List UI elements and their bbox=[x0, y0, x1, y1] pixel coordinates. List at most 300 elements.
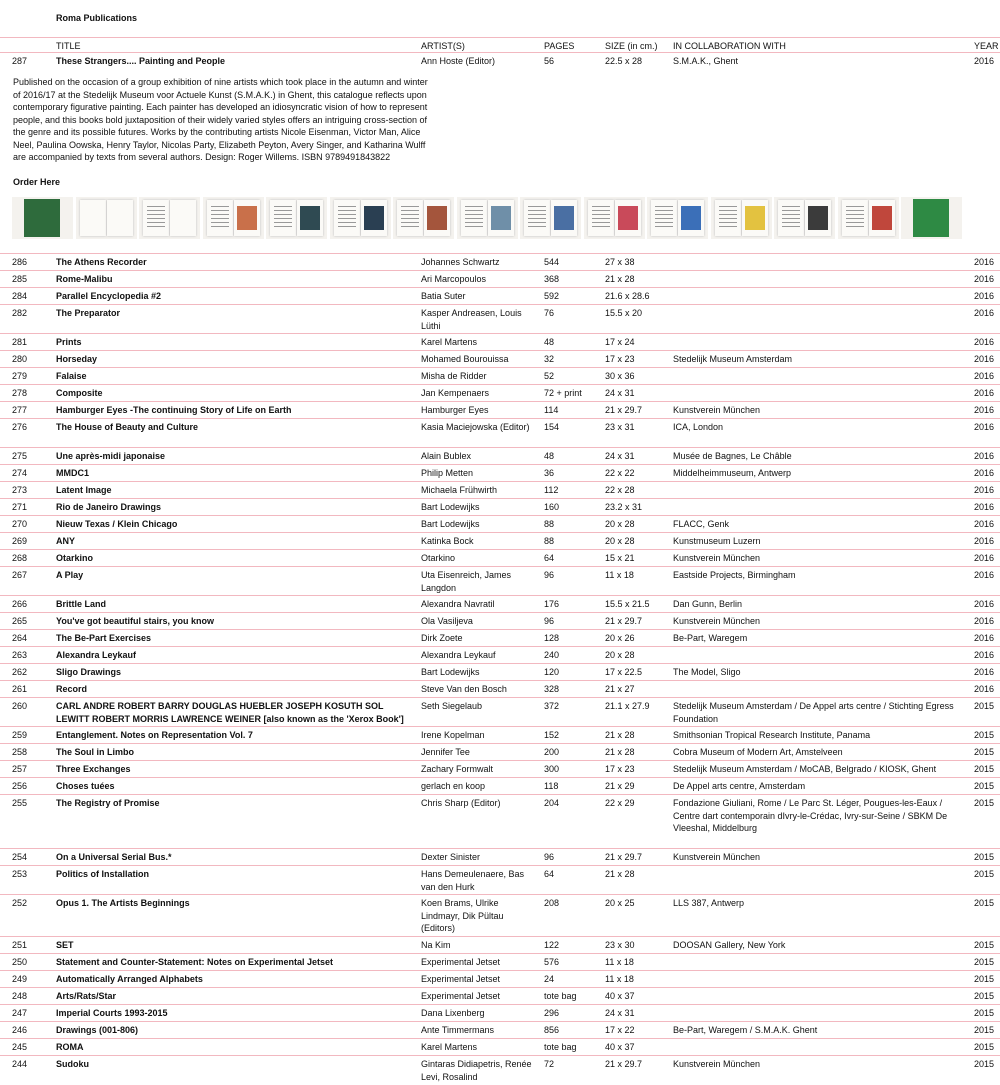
row-year: 2015 bbox=[974, 1059, 995, 1069]
row-collab: Kunstverein München bbox=[673, 616, 761, 626]
featured-artist: Ann Hoste (Editor) bbox=[421, 56, 496, 66]
row-year: 2016 bbox=[974, 502, 995, 512]
table-row bbox=[0, 367, 1000, 385]
featured-collab: S.M.A.K., Ghent bbox=[673, 56, 739, 66]
row-year: 2015 bbox=[974, 1025, 995, 1035]
row-size: 24 x 31 bbox=[605, 388, 635, 398]
row-number: 273 bbox=[12, 485, 28, 495]
thumbnail-image[interactable] bbox=[330, 197, 391, 239]
table-row bbox=[0, 401, 1000, 419]
table-row bbox=[0, 848, 1000, 866]
row-number: 248 bbox=[12, 991, 28, 1001]
row-year: 2015 bbox=[974, 1042, 995, 1052]
table-row bbox=[0, 794, 1000, 849]
row-title[interactable]: The Preparator bbox=[56, 308, 121, 318]
row-title[interactable]: Record bbox=[56, 684, 88, 694]
thumbnail-image[interactable] bbox=[12, 197, 73, 239]
row-pages: 36 bbox=[544, 468, 555, 478]
thumbnail-image[interactable] bbox=[901, 197, 962, 239]
row-year: 2016 bbox=[974, 257, 995, 267]
table-row bbox=[0, 481, 1000, 499]
row-title[interactable]: Sudoku bbox=[56, 1059, 89, 1069]
row-collab: Kunstverein München bbox=[673, 852, 761, 862]
row-collab: FLACC, Genk bbox=[673, 519, 730, 529]
row-title[interactable]: Falaise bbox=[56, 371, 87, 381]
row-size: 22 x 29 bbox=[605, 798, 635, 808]
table-row bbox=[0, 987, 1000, 1005]
table-row bbox=[0, 253, 1000, 271]
row-title[interactable]: Latent Image bbox=[56, 485, 112, 495]
thumbnail-image[interactable] bbox=[139, 197, 200, 239]
row-collab: LLS 387, Antwerp bbox=[673, 898, 745, 908]
order-here-link[interactable]: Order Here bbox=[13, 177, 61, 187]
row-number: 286 bbox=[12, 257, 28, 267]
row-number: 270 bbox=[12, 519, 28, 529]
row-title[interactable]: Nieuw Texas / Klein Chicago bbox=[56, 519, 178, 529]
row-pages: 88 bbox=[544, 519, 555, 529]
featured-number: 287 bbox=[12, 56, 28, 66]
row-year: 2016 bbox=[974, 553, 995, 563]
row-size: 20 x 28 bbox=[605, 650, 635, 660]
row-pages: 118 bbox=[544, 781, 559, 791]
row-year: 2016 bbox=[974, 519, 995, 529]
row-number: 246 bbox=[12, 1025, 28, 1035]
table-row bbox=[0, 726, 1000, 744]
row-year: 2016 bbox=[974, 650, 995, 660]
row-number: 267 bbox=[12, 570, 28, 580]
row-title[interactable]: Drawings (001-806) bbox=[56, 1025, 139, 1035]
row-size: 17 x 22 bbox=[605, 1025, 635, 1035]
row-title[interactable]: The Be-Part Exercises bbox=[56, 633, 152, 643]
row-pages: 544 bbox=[544, 257, 560, 267]
row-title[interactable]: You've got beautiful stairs, you know bbox=[56, 616, 214, 626]
row-artist: Experimental Jetset bbox=[421, 991, 501, 1001]
featured-year: 2016 bbox=[974, 56, 995, 66]
row-size: 17 x 23 bbox=[605, 764, 635, 774]
row-pages: 128 bbox=[544, 633, 560, 643]
row-pages: 88 bbox=[544, 536, 555, 546]
row-number: 277 bbox=[12, 405, 28, 415]
row-title[interactable]: Statement and Counter-Statement: Notes on Experimental Jetset bbox=[56, 957, 334, 967]
row-title[interactable]: Rio de Janeiro Drawings bbox=[56, 502, 162, 512]
row-number: 274 bbox=[12, 468, 28, 478]
row-pages: 112 bbox=[544, 485, 559, 495]
row-number: 281 bbox=[12, 337, 28, 347]
row-size: 20 x 28 bbox=[605, 536, 635, 546]
thumbnail-image[interactable] bbox=[647, 197, 708, 239]
row-number: 261 bbox=[12, 684, 28, 694]
row-number: 264 bbox=[12, 633, 28, 643]
row-pages: 240 bbox=[544, 650, 560, 660]
thumbnail-image[interactable] bbox=[774, 197, 835, 239]
table-row bbox=[0, 894, 1000, 937]
row-pages: 200 bbox=[544, 747, 560, 757]
table-row bbox=[0, 1004, 1000, 1022]
site-title[interactable]: Roma Publications bbox=[56, 13, 138, 23]
table-row bbox=[0, 595, 1000, 613]
row-title[interactable]: Sligo Drawings bbox=[56, 667, 122, 677]
row-size: 21.1 x 27.9 bbox=[605, 701, 650, 711]
header-size: SIZE (in cm.) bbox=[605, 41, 658, 51]
featured-size: 22.5 x 28 bbox=[605, 56, 643, 66]
table-row bbox=[0, 970, 1000, 988]
table-row bbox=[0, 953, 1000, 971]
row-year: 2016 bbox=[974, 291, 995, 301]
row-title[interactable]: Automatically Arranged Alphabets bbox=[56, 974, 203, 984]
row-title[interactable]: Brittle Land bbox=[56, 599, 107, 609]
row-artist: Alexandra Leykauf bbox=[421, 650, 496, 660]
table-row bbox=[0, 498, 1000, 516]
row-pages: 32 bbox=[544, 354, 555, 364]
thumbnail-image[interactable] bbox=[76, 197, 137, 239]
row-number: 253 bbox=[12, 869, 28, 879]
row-title[interactable]: Three Exchanges bbox=[56, 764, 131, 774]
row-size: 21 x 29 bbox=[605, 781, 635, 791]
row-size: 22 x 22 bbox=[605, 468, 635, 478]
row-artist: Misha de Ridder bbox=[421, 371, 487, 381]
row-collab: Eastside Projects, Birmingham bbox=[673, 570, 796, 580]
row-size: 21 x 29.7 bbox=[605, 1059, 643, 1069]
row-artist: Dexter Sinister bbox=[421, 852, 481, 862]
row-number: 258 bbox=[12, 747, 28, 757]
row-artist: Dirk Zoete bbox=[421, 633, 463, 643]
table-row bbox=[0, 865, 1000, 895]
row-artist: Karel Martens bbox=[421, 337, 478, 347]
row-year: 2015 bbox=[974, 991, 995, 1001]
row-year: 2016 bbox=[974, 536, 995, 546]
thumbnail-image[interactable] bbox=[584, 197, 645, 239]
row-year: 2015 bbox=[974, 898, 995, 908]
row-year: 2016 bbox=[974, 485, 995, 495]
row-size: 23 x 31 bbox=[605, 422, 635, 432]
row-collab: Smithsonian Tropical Research Institute, Panama bbox=[673, 730, 871, 740]
row-size: 20 x 25 bbox=[605, 898, 635, 908]
row-size: 17 x 23 bbox=[605, 354, 635, 364]
row-title[interactable]: Otarkino bbox=[56, 553, 94, 563]
row-number: 280 bbox=[12, 354, 28, 364]
row-pages: tote bag bbox=[544, 991, 577, 1001]
row-number: 259 bbox=[12, 730, 28, 740]
row-pages: 64 bbox=[544, 553, 555, 563]
row-title[interactable]: ANY bbox=[56, 536, 76, 546]
row-artist: Philip Metten bbox=[421, 468, 474, 478]
row-collab: Be-Part, Waregem / S.M.A.K. Ghent bbox=[673, 1025, 818, 1035]
row-title[interactable]: A Play bbox=[56, 570, 84, 580]
row-size: 40 x 37 bbox=[605, 991, 635, 1001]
row-year: 2015 bbox=[974, 1008, 995, 1018]
row-pages: 48 bbox=[544, 337, 555, 347]
row-artist: Alain Bublex bbox=[421, 451, 472, 461]
row-number: 269 bbox=[12, 536, 28, 546]
table-row bbox=[0, 304, 1000, 334]
table-row bbox=[0, 333, 1000, 351]
row-number: 252 bbox=[12, 898, 28, 908]
row-pages: 328 bbox=[544, 684, 560, 694]
row-year: 2016 bbox=[974, 451, 995, 461]
row-year: 2015 bbox=[974, 974, 995, 984]
table-row bbox=[0, 464, 1000, 482]
row-artist: Katinka Bock bbox=[421, 536, 474, 546]
row-artist: Dana Lixenberg bbox=[421, 1008, 485, 1018]
row-year: 2015 bbox=[974, 957, 995, 967]
row-collab: De Appel arts centre, Amsterdam bbox=[673, 781, 806, 791]
table-row bbox=[0, 680, 1000, 698]
row-number: 245 bbox=[12, 1042, 28, 1052]
row-size: 27 x 38 bbox=[605, 257, 635, 267]
row-artist: Michaela Frühwirth bbox=[421, 485, 498, 495]
row-number: 250 bbox=[12, 957, 28, 967]
row-size: 21 x 29.7 bbox=[605, 405, 643, 415]
row-collab: Kunstverein München bbox=[673, 553, 761, 563]
row-year: 2016 bbox=[974, 274, 995, 284]
row-artist: Bart Lodewijks bbox=[421, 502, 480, 512]
row-title[interactable]: Choses tuées bbox=[56, 781, 115, 791]
row-title[interactable]: Composite bbox=[56, 388, 103, 398]
row-pages: 576 bbox=[544, 957, 560, 967]
row-collab: Stedelijk Museum Amsterdam bbox=[673, 354, 793, 364]
row-year: 2016 bbox=[974, 354, 995, 364]
row-title[interactable]: Rome-Malibu bbox=[56, 274, 113, 284]
row-artist: Steve Van den Bosch bbox=[421, 684, 507, 694]
row-artist: Hans Demeulenaere, Bas van den Hurk bbox=[421, 869, 525, 892]
row-number: 268 bbox=[12, 553, 28, 563]
row-size: 17 x 24 bbox=[605, 337, 635, 347]
row-size: 21 x 28 bbox=[605, 747, 635, 757]
table-row bbox=[0, 447, 1000, 465]
thumbnail-image[interactable] bbox=[266, 197, 327, 239]
row-title[interactable]: Prints bbox=[56, 337, 82, 347]
row-number: 284 bbox=[12, 291, 28, 301]
row-artist: Zachary Formwalt bbox=[421, 764, 494, 774]
row-year: 2016 bbox=[974, 308, 995, 318]
table-row bbox=[0, 612, 1000, 630]
row-title[interactable]: Parallel Encyclopedia #2 bbox=[56, 291, 162, 301]
featured-description: Published on the occasion of a group exhibition of nine artists which took place in the autumn and winter of 2016/17 at the Stedelijk Museum voor Actuele Kunst (S.M.A.K.) in Ghent, this catalogue reflects upon contemporary figurative painting. Each painter has developed an idiosyncratic vision of how to represent people, and this books bold juxtaposition of their widely varied styles offers an intriguing cross-section of the genre and its possible futures. Works by the contributing artists Nicole Eisenman, Victor Man, Alice Neel, Paulina Oowska, Henry Taylor, Nicolas Party, Elizabeth Peyton, Avery Singer, and Katharina Wulff are accompanied by texts from several authors. Design: Roger Willems. ISBN 9789491843822 bbox=[13, 77, 428, 162]
row-year: 2015 bbox=[974, 940, 995, 950]
row-number: 247 bbox=[12, 1008, 28, 1018]
row-collab: Stedelijk Museum Amsterdam / MoCAB, Belgrado / KIOSK, Ghent bbox=[673, 764, 937, 774]
row-title[interactable]: Politics of Installation bbox=[56, 869, 150, 879]
table-row bbox=[0, 697, 1000, 727]
row-year: 2015 bbox=[974, 852, 995, 862]
row-year: 2016 bbox=[974, 684, 995, 694]
row-pages: 208 bbox=[544, 898, 560, 908]
row-number: 282 bbox=[12, 308, 28, 318]
row-title[interactable]: Imperial Courts 1993-2015 bbox=[56, 1008, 168, 1018]
row-artist: Kasia Maciejowska (Editor) bbox=[421, 422, 530, 432]
row-pages: 154 bbox=[544, 422, 560, 432]
row-title[interactable]: Une après-midi japonaise bbox=[56, 451, 166, 461]
row-size: 11 x 18 bbox=[605, 957, 634, 967]
row-size: 11 x 18 bbox=[605, 570, 634, 580]
row-size: 21 x 28 bbox=[605, 869, 635, 879]
row-number: 257 bbox=[12, 764, 28, 774]
header-collab: IN COLLABORATION WITH bbox=[673, 41, 786, 51]
thumbnail-image[interactable] bbox=[520, 197, 581, 239]
row-artist: Jan Kempenaers bbox=[421, 388, 490, 398]
row-pages: tote bag bbox=[544, 1042, 577, 1052]
row-number: 260 bbox=[12, 701, 28, 711]
row-size: 17 x 22.5 bbox=[605, 667, 643, 677]
row-artist: Karel Martens bbox=[421, 1042, 478, 1052]
row-pages: 64 bbox=[544, 869, 555, 879]
table-row bbox=[0, 1038, 1000, 1056]
row-pages: 120 bbox=[544, 667, 560, 677]
row-pages: 114 bbox=[544, 405, 559, 415]
row-size: 40 x 37 bbox=[605, 1042, 635, 1052]
table-row bbox=[0, 1055, 1000, 1085]
row-collab: Kunstmuseum Luzern bbox=[673, 536, 761, 546]
row-size: 22 x 28 bbox=[605, 485, 635, 495]
thumbnail-image[interactable] bbox=[393, 197, 454, 239]
row-artist: Experimental Jetset bbox=[421, 957, 501, 967]
header-title: TITLE bbox=[56, 41, 81, 51]
row-artist: Uta Eisenreich, James Langdon bbox=[421, 570, 512, 593]
row-artist: Chris Sharp (Editor) bbox=[421, 798, 501, 808]
row-artist: Irene Kopelman bbox=[421, 730, 485, 740]
row-pages: 152 bbox=[544, 730, 560, 740]
row-artist: Seth Siegelaub bbox=[421, 701, 483, 711]
row-size: 23 x 30 bbox=[605, 940, 635, 950]
row-title[interactable]: The House of Beauty and Culture bbox=[56, 422, 199, 432]
row-pages: 52 bbox=[544, 371, 555, 381]
featured-pages: 56 bbox=[544, 56, 555, 66]
row-artist: Johannes Schwartz bbox=[421, 257, 500, 267]
row-number: 275 bbox=[12, 451, 28, 461]
row-number: 271 bbox=[12, 502, 28, 512]
row-artist: Jennifer Tee bbox=[421, 747, 470, 757]
row-pages: 372 bbox=[544, 701, 560, 711]
row-title[interactable]: MMDC1 bbox=[56, 468, 89, 478]
row-year: 2015 bbox=[974, 730, 995, 740]
row-artist: Ari Marcopoulos bbox=[421, 274, 487, 284]
row-number: 256 bbox=[12, 781, 28, 791]
row-pages: 76 bbox=[544, 308, 555, 318]
table-row bbox=[0, 515, 1000, 533]
row-year: 2016 bbox=[974, 337, 995, 347]
row-size: 20 x 26 bbox=[605, 633, 635, 643]
row-title[interactable]: Entanglement. Notes on Representation Vol. 7 bbox=[56, 730, 253, 740]
row-year: 2015 bbox=[974, 869, 995, 879]
table-row bbox=[0, 743, 1000, 761]
header-artist: ARTIST(S) bbox=[421, 41, 465, 51]
row-year: 2016 bbox=[974, 371, 995, 381]
row-collab: Dan Gunn, Berlin bbox=[673, 599, 743, 609]
row-size: 21 x 29.7 bbox=[605, 852, 643, 862]
row-artist: Ante Timmermans bbox=[421, 1025, 495, 1035]
table-row bbox=[0, 532, 1000, 550]
row-artist: Batia Suter bbox=[421, 291, 466, 301]
row-collab: Middelheimmuseum, Antwerp bbox=[673, 468, 792, 478]
row-year: 2016 bbox=[974, 422, 995, 432]
row-pages: 368 bbox=[544, 274, 560, 284]
row-year: 2016 bbox=[974, 405, 995, 415]
row-year: 2016 bbox=[974, 388, 995, 398]
row-title[interactable]: The Soul in Limbo bbox=[56, 747, 134, 757]
row-pages: 48 bbox=[544, 451, 555, 461]
row-pages: 96 bbox=[544, 852, 555, 862]
row-title[interactable]: Alexandra Leykauf bbox=[56, 650, 137, 660]
row-collab: The Model, Sligo bbox=[673, 667, 741, 677]
table-row bbox=[0, 663, 1000, 681]
row-year: 2016 bbox=[974, 667, 995, 677]
row-size: 21.6 x 28.6 bbox=[605, 291, 650, 301]
row-title[interactable]: Arts/Rats/Star bbox=[56, 991, 117, 1001]
row-pages: 96 bbox=[544, 570, 555, 580]
row-pages: 300 bbox=[544, 764, 560, 774]
row-size: 15.5 x 21.5 bbox=[605, 599, 650, 609]
row-number: 266 bbox=[12, 599, 28, 609]
row-pages: 856 bbox=[544, 1025, 560, 1035]
row-pages: 96 bbox=[544, 616, 555, 626]
row-number: 265 bbox=[12, 616, 28, 626]
row-artist: Mohamed Bourouissa bbox=[421, 354, 509, 364]
table-row bbox=[0, 566, 1000, 596]
thumbnail-image[interactable] bbox=[203, 197, 264, 239]
row-collab: Cobra Museum of Modern Art, Amstelveen bbox=[673, 747, 843, 757]
row-pages: 176 bbox=[544, 599, 560, 609]
row-artist: Alexandra Navratil bbox=[421, 599, 495, 609]
row-title[interactable]: The Registry of Promise bbox=[56, 798, 160, 808]
row-artist: Kasper Andreasen, Louis Lüthi bbox=[421, 308, 522, 331]
row-year: 2016 bbox=[974, 468, 995, 478]
row-pages: 72 + print bbox=[544, 388, 582, 398]
row-title[interactable]: ROMA bbox=[56, 1042, 84, 1052]
row-collab: Musée de Bagnes, Le Châble bbox=[673, 451, 792, 461]
thumbnail-image[interactable] bbox=[457, 197, 518, 239]
row-pages: 72 bbox=[544, 1059, 555, 1069]
row-number: 278 bbox=[12, 388, 28, 398]
row-title[interactable]: Opus 1. The Artists Beginnings bbox=[56, 898, 190, 908]
row-year: 2015 bbox=[974, 701, 995, 711]
row-pages: 296 bbox=[544, 1008, 560, 1018]
row-collab: Kunstverein München bbox=[673, 405, 761, 415]
row-artist: Gintaras Didiapetris, Renée Levi, Rosalind bbox=[421, 1059, 532, 1082]
featured-title[interactable]: These Strangers.... Painting and People bbox=[56, 56, 226, 66]
table-row bbox=[0, 629, 1000, 647]
row-number: 249 bbox=[12, 974, 28, 984]
table-row bbox=[0, 270, 1000, 288]
row-year: 2015 bbox=[974, 747, 995, 757]
row-artist: Bart Lodewijks bbox=[421, 667, 480, 677]
table-row bbox=[0, 936, 1000, 954]
row-number: 279 bbox=[12, 371, 28, 381]
row-size: 21 x 28 bbox=[605, 274, 635, 284]
row-number: 262 bbox=[12, 667, 28, 677]
row-title[interactable]: CARL ANDRE ROBERT BARRY DOUGLAS HUEBLER JOSEPH KOSUTH SOL LEWITT ROBERT MORRIS LAWRENCE WEINER [also known as the 'Xerox Book'] bbox=[56, 701, 404, 724]
row-title[interactable]: SET bbox=[56, 940, 74, 950]
row-size: 21 x 29.7 bbox=[605, 616, 643, 626]
row-collab: Stedelijk Museum Amsterdam / De Appel arts centre / Stichting Egress Foundation bbox=[673, 701, 954, 724]
row-year: 2015 bbox=[974, 764, 995, 774]
row-pages: 204 bbox=[544, 798, 560, 808]
table-row bbox=[0, 760, 1000, 778]
table-row bbox=[0, 418, 1000, 448]
thumbnail-image[interactable] bbox=[838, 197, 899, 239]
row-number: 255 bbox=[12, 798, 28, 808]
row-title[interactable]: The Athens Recorder bbox=[56, 257, 147, 267]
row-title[interactable]: Horseday bbox=[56, 354, 98, 364]
thumbnail-image[interactable] bbox=[711, 197, 772, 239]
row-pages: 24 bbox=[544, 974, 555, 984]
row-title[interactable]: Hamburger Eyes -The continuing Story of Life on Earth bbox=[56, 405, 292, 415]
row-artist: Otarkino bbox=[421, 553, 456, 563]
header-pages: PAGES bbox=[544, 41, 575, 51]
row-year: 2016 bbox=[974, 616, 995, 626]
row-title[interactable]: On a Universal Serial Bus.* bbox=[56, 852, 172, 862]
row-year: 2015 bbox=[974, 798, 995, 808]
row-year: 2016 bbox=[974, 599, 995, 609]
